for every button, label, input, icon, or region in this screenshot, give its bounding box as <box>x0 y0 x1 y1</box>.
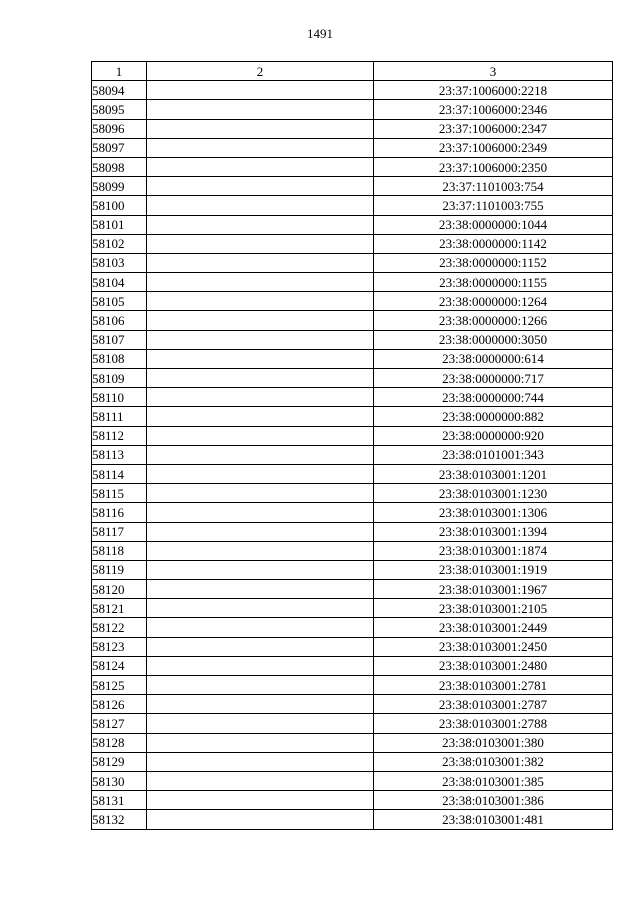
row-number-cell: 58128 <box>92 733 147 752</box>
cadastral-number-cell: 23:38:0000000:614 <box>374 349 613 368</box>
table-row <box>92 273 613 292</box>
cadastral-number-cell: 23:38:0000000:882 <box>374 407 613 426</box>
row-blank-cell <box>147 81 374 100</box>
row-number-cell: 58118 <box>92 541 147 560</box>
row-blank-cell <box>147 330 374 349</box>
table-row <box>92 560 613 579</box>
row-blank-cell <box>147 234 374 253</box>
row-blank-cell <box>147 138 374 157</box>
table-row <box>92 676 613 695</box>
cadastral-number-cell: 23:38:0000000:1142 <box>374 234 613 253</box>
cadastral-number-cell: 23:38:0103001:2105 <box>374 599 613 618</box>
table-row <box>92 426 613 445</box>
row-blank-cell <box>147 599 374 618</box>
table-row <box>92 369 613 388</box>
row-blank-cell <box>147 810 374 829</box>
table-row <box>92 119 613 138</box>
row-number-cell: 58130 <box>92 771 147 790</box>
table-row <box>92 580 613 599</box>
row-blank-cell <box>147 369 374 388</box>
row-number-cell: 58095 <box>92 100 147 119</box>
row-blank-cell <box>147 177 374 196</box>
row-number-cell: 58097 <box>92 138 147 157</box>
table-header-row <box>92 62 613 81</box>
table-row <box>92 618 613 637</box>
table-row <box>92 177 613 196</box>
cadastral-number-cell: 23:38:0103001:1919 <box>374 560 613 579</box>
row-blank-cell <box>147 752 374 771</box>
row-blank-cell <box>147 484 374 503</box>
cadastral-number-cell: 23:38:0103001:2480 <box>374 656 613 675</box>
table-row <box>92 752 613 771</box>
page-number: 1491 <box>307 26 333 41</box>
row-blank-cell <box>147 580 374 599</box>
cadastral-number-cell: 23:38:0103001:1306 <box>374 503 613 522</box>
cadastral-number-cell: 23:38:0000000:1044 <box>374 215 613 234</box>
table-row <box>92 484 613 503</box>
cadastral-number-cell: 23:38:0103001:2787 <box>374 695 613 714</box>
row-blank-cell <box>147 618 374 637</box>
row-blank-cell <box>147 253 374 272</box>
table-row <box>92 196 613 215</box>
cadastral-number-cell: 23:38:0000000:1264 <box>374 292 613 311</box>
cadastral-number-cell: 23:38:0103001:2449 <box>374 618 613 637</box>
row-number-cell: 58116 <box>92 503 147 522</box>
column-header-2: 2 <box>147 62 374 81</box>
row-number-cell: 58112 <box>92 426 147 445</box>
row-number-cell: 58122 <box>92 618 147 637</box>
cadastral-number-cell: 23:37:1006000:2218 <box>374 81 613 100</box>
row-blank-cell <box>147 311 374 330</box>
table-row <box>92 541 613 560</box>
row-number-cell: 58102 <box>92 234 147 253</box>
row-number-cell: 58115 <box>92 484 147 503</box>
table-row <box>92 445 613 464</box>
cadastral-number-cell: 23:38:0103001:1874 <box>374 541 613 560</box>
row-number-cell: 58108 <box>92 349 147 368</box>
row-blank-cell <box>147 157 374 176</box>
cadastral-number-cell: 23:38:0000000:717 <box>374 369 613 388</box>
row-number-cell: 58131 <box>92 791 147 810</box>
row-number-cell: 58110 <box>92 388 147 407</box>
table-row <box>92 157 613 176</box>
row-number-cell: 58132 <box>92 810 147 829</box>
row-blank-cell <box>147 196 374 215</box>
row-number-cell: 58096 <box>92 119 147 138</box>
table-row <box>92 599 613 618</box>
row-blank-cell <box>147 656 374 675</box>
table-row <box>92 234 613 253</box>
cadastral-number-cell: 23:38:0103001:386 <box>374 791 613 810</box>
row-blank-cell <box>147 541 374 560</box>
row-blank-cell <box>147 560 374 579</box>
cadastral-number-cell: 23:38:0000000:744 <box>374 388 613 407</box>
cadastral-number-cell: 23:38:0103001:2450 <box>374 637 613 656</box>
row-number-cell: 58094 <box>92 81 147 100</box>
cadastral-number-cell: 23:38:0000000:1155 <box>374 273 613 292</box>
row-blank-cell <box>147 464 374 483</box>
table-row <box>92 714 613 733</box>
row-number-cell: 58098 <box>92 157 147 176</box>
cadastral-number-cell: 23:38:0103001:2781 <box>374 676 613 695</box>
row-blank-cell <box>147 714 374 733</box>
column-header-1: 1 <box>92 62 147 81</box>
row-number-cell: 58099 <box>92 177 147 196</box>
table-row <box>92 292 613 311</box>
row-number-cell: 58123 <box>92 637 147 656</box>
cadastral-number-cell: 23:37:1006000:2350 <box>374 157 613 176</box>
row-number-cell: 58126 <box>92 695 147 714</box>
row-number-cell: 58121 <box>92 599 147 618</box>
row-blank-cell <box>147 215 374 234</box>
table-row <box>92 100 613 119</box>
row-number-cell: 58125 <box>92 676 147 695</box>
row-blank-cell <box>147 445 374 464</box>
row-number-cell: 58103 <box>92 253 147 272</box>
table-row <box>92 733 613 752</box>
row-blank-cell <box>147 695 374 714</box>
cadastral-number-cell: 23:38:0101001:343 <box>374 445 613 464</box>
table-row <box>92 81 613 100</box>
table-row <box>92 771 613 790</box>
cadastral-number-cell: 23:37:1101003:754 <box>374 177 613 196</box>
row-number-cell: 58124 <box>92 656 147 675</box>
row-blank-cell <box>147 388 374 407</box>
row-blank-cell <box>147 407 374 426</box>
table-row <box>92 810 613 829</box>
table-row <box>92 464 613 483</box>
table-row <box>92 656 613 675</box>
cadastral-number-cell: 23:37:1006000:2349 <box>374 138 613 157</box>
cadastral-number-cell: 23:38:0103001:380 <box>374 733 613 752</box>
row-blank-cell <box>147 292 374 311</box>
row-number-cell: 58114 <box>92 464 147 483</box>
cadastral-number-cell: 23:38:0000000:3050 <box>374 330 613 349</box>
table-row <box>92 330 613 349</box>
table-row <box>92 253 613 272</box>
row-number-cell: 58105 <box>92 292 147 311</box>
column-header-3: 3 <box>374 62 613 81</box>
table-row <box>92 637 613 656</box>
row-number-cell: 58101 <box>92 215 147 234</box>
cadastral-number-cell: 23:38:0103001:1201 <box>374 464 613 483</box>
row-number-cell: 58113 <box>92 445 147 464</box>
row-blank-cell <box>147 100 374 119</box>
row-blank-cell <box>147 676 374 695</box>
row-blank-cell <box>147 119 374 138</box>
table-row <box>92 215 613 234</box>
table-row <box>92 349 613 368</box>
table-row <box>92 138 613 157</box>
cadastral-number-cell: 23:38:0103001:385 <box>374 771 613 790</box>
cadastral-number-cell: 23:38:0000000:1266 <box>374 311 613 330</box>
row-blank-cell <box>147 791 374 810</box>
row-number-cell: 58119 <box>92 560 147 579</box>
row-number-cell: 58107 <box>92 330 147 349</box>
cadastral-number-cell: 23:37:1101003:755 <box>374 196 613 215</box>
cadastral-number-cell: 23:38:0103001:2788 <box>374 714 613 733</box>
table-body <box>92 81 613 829</box>
table-row <box>92 503 613 522</box>
cadastral-number-cell: 23:38:0103001:1230 <box>374 484 613 503</box>
table-row <box>92 791 613 810</box>
table-row <box>92 522 613 541</box>
row-blank-cell <box>147 273 374 292</box>
table-row <box>92 407 613 426</box>
row-number-cell: 58104 <box>92 273 147 292</box>
row-number-cell: 58109 <box>92 369 147 388</box>
row-blank-cell <box>147 771 374 790</box>
row-blank-cell <box>147 522 374 541</box>
row-blank-cell <box>147 637 374 656</box>
row-blank-cell <box>147 349 374 368</box>
cadastral-number-cell: 23:37:1006000:2347 <box>374 119 613 138</box>
cadastral-number-cell: 23:38:0000000:920 <box>374 426 613 445</box>
table-row <box>92 311 613 330</box>
registry-table <box>91 61 613 830</box>
cadastral-number-cell: 23:37:1006000:2346 <box>374 100 613 119</box>
row-number-cell: 58106 <box>92 311 147 330</box>
cadastral-number-cell: 23:38:0103001:481 <box>374 810 613 829</box>
cadastral-number-cell: 23:38:0103001:382 <box>374 752 613 771</box>
row-number-cell: 58129 <box>92 752 147 771</box>
table-row <box>92 695 613 714</box>
row-blank-cell <box>147 733 374 752</box>
cadastral-number-cell: 23:38:0103001:1967 <box>374 580 613 599</box>
row-number-cell: 58117 <box>92 522 147 541</box>
row-blank-cell <box>147 426 374 445</box>
table-row <box>92 388 613 407</box>
cadastral-number-cell: 23:38:0000000:1152 <box>374 253 613 272</box>
row-number-cell: 58120 <box>92 580 147 599</box>
row-number-cell: 58111 <box>92 407 147 426</box>
row-number-cell: 58100 <box>92 196 147 215</box>
row-blank-cell <box>147 503 374 522</box>
row-number-cell: 58127 <box>92 714 147 733</box>
cadastral-number-cell: 23:38:0103001:1394 <box>374 522 613 541</box>
